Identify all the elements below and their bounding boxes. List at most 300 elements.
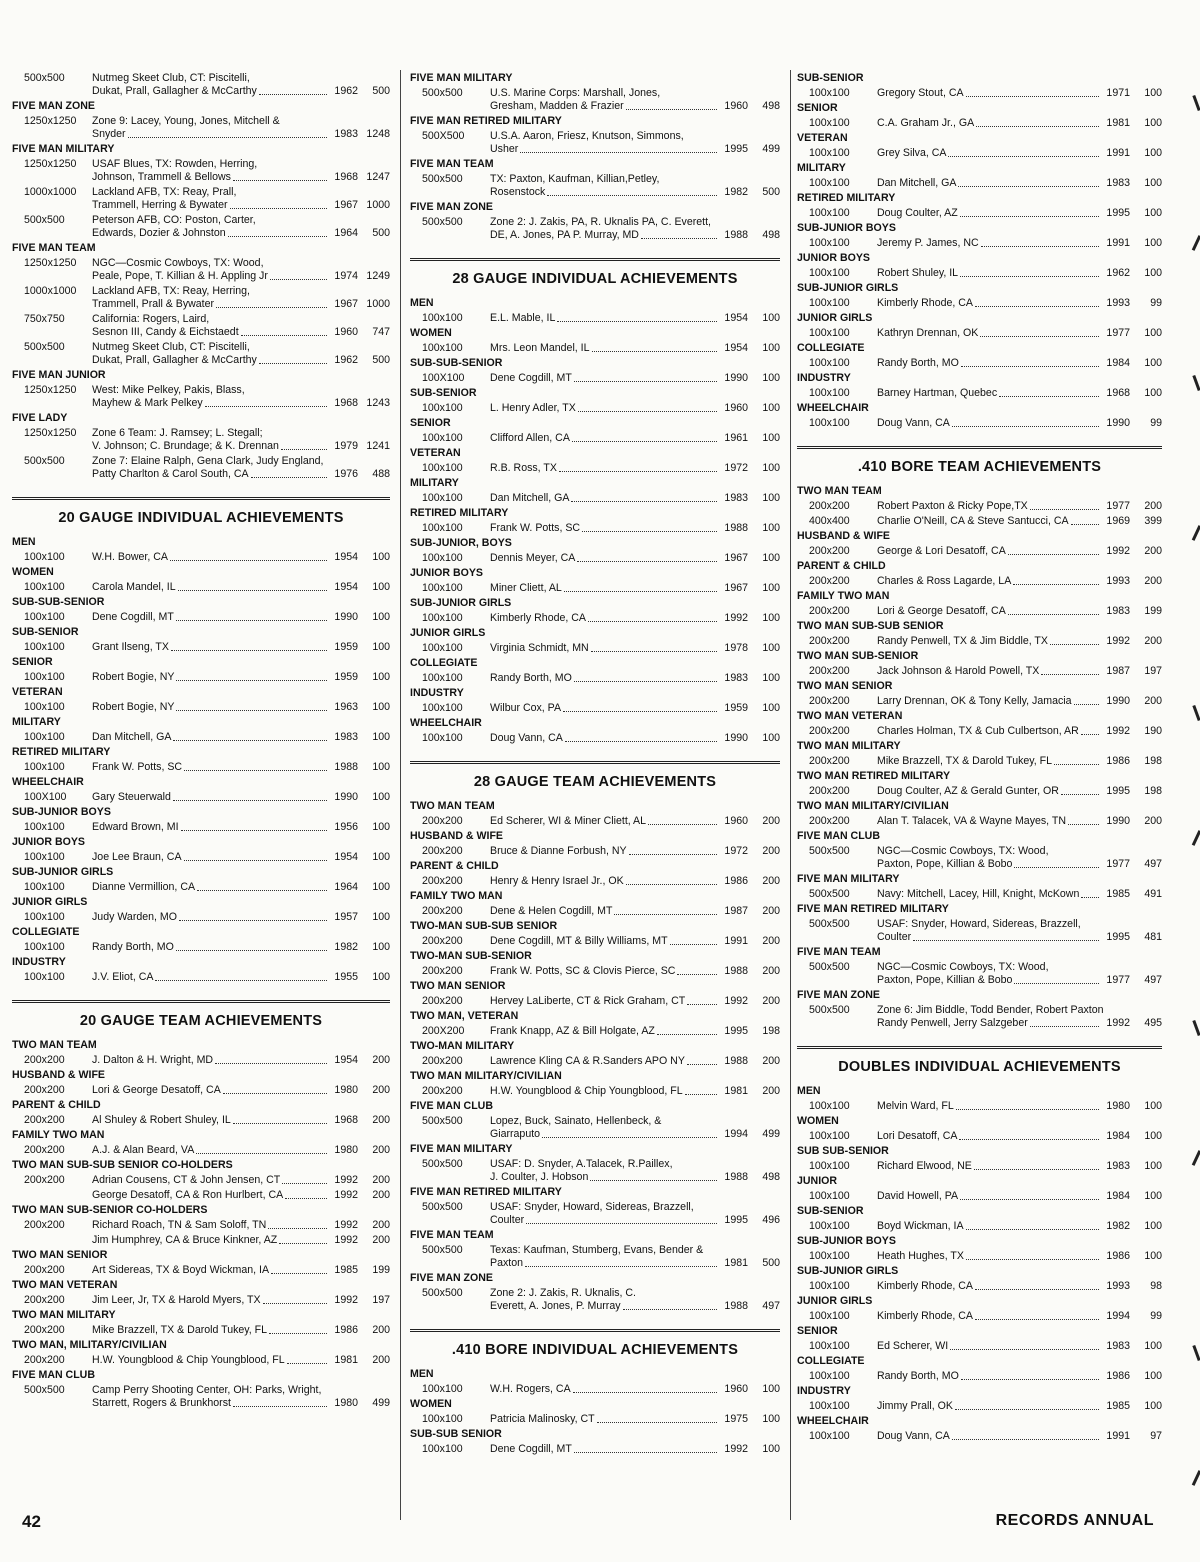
record-holder: Frank W. Potts, SC xyxy=(490,522,581,534)
record-holder: Judy Warden, MO xyxy=(92,911,177,923)
record-holder: George & Lori Desatoff, CA xyxy=(877,545,1006,557)
dot-leader xyxy=(197,890,327,891)
record-holder: Kimberly Rhode, CA xyxy=(490,612,586,624)
record-holder: Jeremy P. James, NC xyxy=(877,237,979,249)
record-year: 1995 xyxy=(724,143,748,155)
category-heading: INDUSTRY xyxy=(410,687,464,699)
record-entry xyxy=(797,573,1162,588)
record-entry xyxy=(410,873,780,888)
record-entry xyxy=(797,1308,1162,1323)
record-entry xyxy=(797,959,1162,987)
section-title: 20 GAUGE INDIVIDUAL ACHIEVEMENTS xyxy=(12,497,390,526)
record-holder: Robert Bogie, NY xyxy=(92,671,175,683)
record-year: 1991 xyxy=(1106,1430,1130,1442)
category-heading: FIVE MAN TEAM xyxy=(410,158,494,170)
record-year: 1990 xyxy=(1106,695,1130,707)
category-heading: TWO MAN TEAM xyxy=(12,1039,97,1051)
record-score: 200X200 xyxy=(422,1025,465,1037)
dot-leader xyxy=(170,560,327,561)
record-result: 100 xyxy=(372,731,390,743)
record-year: 1990 xyxy=(1106,815,1130,827)
record-year: 1960 xyxy=(724,402,748,414)
record-holder: Dan Mitchell, GA xyxy=(92,731,172,743)
record-year: 1977 xyxy=(1106,500,1130,512)
record-result: 100 xyxy=(1144,207,1162,219)
record-entry xyxy=(12,909,390,924)
record-entry xyxy=(12,339,390,367)
record-year: 1981 xyxy=(724,1085,748,1097)
record-holder: Mike Brazzell, TX & Darold Tukey, FL xyxy=(877,755,1053,767)
record-entry xyxy=(797,886,1162,901)
record-score: 500x500 xyxy=(24,214,65,226)
record-holder: Wilbur Cox, PA xyxy=(490,702,562,714)
record-year: 1974 xyxy=(334,270,358,282)
dot-leader xyxy=(1054,764,1099,765)
dot-leader xyxy=(176,680,327,681)
record-year: 1982 xyxy=(1106,1220,1130,1232)
record-entry xyxy=(12,113,390,141)
category-heading: FAMILY TWO MAN xyxy=(410,890,503,902)
record-score: 100x100 xyxy=(809,297,850,309)
record-holder: Gresham, Madden & Frazier xyxy=(490,100,624,112)
record-result: 99 xyxy=(1150,1310,1162,1322)
category-heading: WOMEN xyxy=(12,566,54,578)
record-holder: Melvin Ward, FL xyxy=(877,1100,954,1112)
dot-leader xyxy=(966,1229,1099,1230)
record-result: 200 xyxy=(372,1054,390,1066)
record-entry xyxy=(797,1158,1162,1173)
record-score: 100x100 xyxy=(422,612,463,624)
record-year: 1983 xyxy=(334,128,358,140)
category-heading: TWO MAN MILITARY/CIVILIAN xyxy=(410,1070,562,1082)
record-holder: A.J. & Alan Beard, VA xyxy=(92,1144,195,1156)
record-entry xyxy=(12,639,390,654)
category-heading: TWO MAN SUB-SUB SENIOR CO-HOLDERS xyxy=(12,1159,233,1171)
record-result: 100 xyxy=(372,611,390,623)
record-holder: Jimmy Prall, OK xyxy=(877,1400,953,1412)
record-score: 100x100 xyxy=(422,552,463,564)
record-year: 1994 xyxy=(724,1128,748,1140)
record-year: 1977 xyxy=(1106,974,1130,986)
record-holder: Dene & Helen Cogdill, MT xyxy=(490,905,613,917)
record-holder: Lori & George Desatoff, CA xyxy=(877,605,1006,617)
record-holder: Edward Brown, MI xyxy=(92,821,179,833)
category-heading: SUB-JUNIOR BOYS xyxy=(12,806,111,818)
record-entry xyxy=(12,549,390,564)
record-result: 200 xyxy=(372,1354,390,1366)
record-year: 1991 xyxy=(1106,237,1130,249)
record-entry xyxy=(410,1441,780,1456)
record-score: 1250x1250 xyxy=(24,115,77,127)
record-result: 100 xyxy=(1144,327,1162,339)
record-result: 97 xyxy=(1150,1430,1162,1442)
record-score: 100x100 xyxy=(809,177,850,189)
record-holder: Usher xyxy=(490,143,519,155)
dot-leader xyxy=(230,208,327,209)
record-year: 1988 xyxy=(724,1055,748,1067)
record-result: 200 xyxy=(762,815,780,827)
record-result: 497 xyxy=(762,1300,780,1312)
dot-leader xyxy=(269,1333,327,1334)
record-score: 1000x1000 xyxy=(24,285,77,297)
record-score: 1250x1250 xyxy=(24,427,77,439)
record-entry xyxy=(410,670,780,685)
dot-leader xyxy=(976,126,1099,127)
column-divider xyxy=(790,70,791,1520)
record-result: 100 xyxy=(762,642,780,654)
record-score: 500x500 xyxy=(422,87,463,99)
record-result: 200 xyxy=(1144,575,1162,587)
record-score: 100x100 xyxy=(809,237,850,249)
record-entry xyxy=(410,520,780,535)
dot-leader xyxy=(975,1289,1099,1290)
column-2 xyxy=(410,70,780,1456)
record-score: 200x200 xyxy=(422,965,463,977)
record-result: 100 xyxy=(372,911,390,923)
record-holder: Everett, A. Jones, P. Murray xyxy=(490,1300,621,1312)
dot-leader xyxy=(578,411,717,412)
dot-leader xyxy=(966,1259,1099,1260)
record-result: 100 xyxy=(762,582,780,594)
record-score: 200x200 xyxy=(422,815,463,827)
dot-leader xyxy=(626,884,717,885)
dot-leader xyxy=(263,1303,327,1304)
category-heading: HUSBAND & WIFE xyxy=(12,1069,105,1081)
record-holder: Barney Hartman, Quebec xyxy=(877,387,998,399)
dot-leader xyxy=(1014,867,1099,868)
record-score xyxy=(12,1189,92,1202)
record-score: 100x100 xyxy=(422,642,463,654)
category-heading: FIVE MAN MILITARY xyxy=(12,143,115,155)
record-year: 1967 xyxy=(724,582,748,594)
record-year: 1954 xyxy=(724,342,748,354)
record-result: 1000 xyxy=(366,199,390,211)
category-heading: SUB-SUB SENIOR xyxy=(410,1428,502,1440)
section-title: .410 BORE TEAM ACHIEVEMENTS xyxy=(797,446,1162,475)
section-title: 28 GAUGE TEAM ACHIEVEMENTS xyxy=(410,761,780,790)
category-heading: SUB-JUNIOR BOYS xyxy=(797,1235,896,1247)
record-score: 100x100 xyxy=(809,1250,850,1262)
dot-leader xyxy=(948,156,1099,157)
record-holder: Frank Knapp, AZ & Bill Holgate, AZ xyxy=(490,1025,655,1037)
dot-leader xyxy=(259,363,327,364)
dot-leader xyxy=(1050,644,1099,645)
dot-leader xyxy=(270,279,327,280)
dot-leader xyxy=(1014,983,1099,984)
record-result: 200 xyxy=(762,935,780,947)
record-score: 100x100 xyxy=(24,581,65,593)
record-score: 100x100 xyxy=(809,327,850,339)
record-score: 100X100 xyxy=(24,791,67,803)
record-entry xyxy=(12,789,390,804)
record-score: 200x200 xyxy=(809,575,850,587)
record-result: 200 xyxy=(762,1085,780,1097)
dot-leader xyxy=(233,1123,327,1124)
record-year: 1992 xyxy=(334,1189,358,1201)
record-year: 1967 xyxy=(334,199,358,211)
category-heading: SUB-SENIOR xyxy=(797,1205,864,1217)
record-year: 1959 xyxy=(334,671,358,683)
record-score: 200x200 xyxy=(809,635,850,647)
record-holder: Zone 9: Lacey, Young, Jones, Mitchell & xyxy=(92,115,280,127)
record-holder: Randy Borth, MO xyxy=(877,357,959,369)
record-result: 100 xyxy=(1144,1220,1162,1232)
category-heading: MILITARY xyxy=(797,162,846,174)
record-score: 1250x1250 xyxy=(24,158,77,170)
record-holder: TX: Paxton, Kaufman, Killian,Petley, xyxy=(490,173,660,185)
record-year: 1982 xyxy=(334,941,358,953)
category-heading: FAMILY TWO MAN xyxy=(12,1129,105,1141)
category-heading: PARENT & CHILD xyxy=(797,560,886,572)
record-score: 200x200 xyxy=(422,935,463,947)
record-score: 500x500 xyxy=(809,918,850,930)
record-result: 100 xyxy=(1144,117,1162,129)
record-holder: E.L. Mable, IL xyxy=(490,312,556,324)
record-result: 199 xyxy=(1144,605,1162,617)
record-score: 100x100 xyxy=(809,1130,850,1142)
record-score: 400x400 xyxy=(809,515,850,527)
record-result: 100 xyxy=(762,702,780,714)
dot-leader xyxy=(592,351,717,352)
record-result: 498 xyxy=(762,229,780,241)
category-heading: SUB-SENIOR xyxy=(797,72,864,84)
record-year: 1981 xyxy=(334,1354,358,1366)
dot-leader xyxy=(975,306,1099,307)
category-heading: JUNIOR BOYS xyxy=(410,567,483,579)
record-holder: Snyder xyxy=(92,128,126,140)
record-result: 100 xyxy=(1144,1400,1162,1412)
record-entry xyxy=(410,171,780,199)
record-holder: Clifford Allen, CA xyxy=(490,432,570,444)
dot-leader xyxy=(563,711,717,712)
record-year: 1982 xyxy=(724,186,748,198)
category-heading: FIVE MAN ZONE xyxy=(797,989,880,1001)
record-year: 1985 xyxy=(1106,1400,1130,1412)
record-entry xyxy=(797,498,1162,513)
record-result: 100 xyxy=(762,672,780,684)
record-entry xyxy=(410,85,780,113)
record-entry xyxy=(12,1187,390,1202)
record-holder: Richard Elwood, NE xyxy=(877,1160,972,1172)
category-heading: SUB-JUNIOR GIRLS xyxy=(797,1265,899,1277)
column-divider xyxy=(400,70,401,1520)
record-score: 100x100 xyxy=(809,87,850,99)
record-score: 100x100 xyxy=(24,941,65,953)
record-entry xyxy=(797,1398,1162,1413)
dot-leader xyxy=(184,770,327,771)
record-score: 200x200 xyxy=(422,905,463,917)
record-result: 495 xyxy=(1144,1017,1162,1029)
dot-leader xyxy=(577,561,717,562)
record-year: 1980 xyxy=(334,1144,358,1156)
record-score: 100x100 xyxy=(422,702,463,714)
record-score: 500x500 xyxy=(422,1287,463,1299)
record-score: 500x500 xyxy=(809,961,850,973)
record-score: 200x200 xyxy=(422,1055,463,1067)
dot-leader xyxy=(547,195,717,196)
record-score: 1250x1250 xyxy=(24,257,77,269)
dot-leader xyxy=(571,501,717,502)
record-score: 100x100 xyxy=(422,342,463,354)
category-heading: FIVE MAN RETIRED MILITARY xyxy=(797,903,949,915)
category-heading: FIVE MAN MILITARY xyxy=(410,1143,513,1155)
category-heading: COLLEGIATE xyxy=(12,926,80,938)
record-entry xyxy=(410,370,780,385)
record-entry xyxy=(410,813,780,828)
record-result: 100 xyxy=(762,1383,780,1395)
record-holder: USAF Blues, TX: Rowden, Herring, xyxy=(92,158,258,170)
record-year: 1993 xyxy=(1106,1280,1130,1292)
record-holder: Zone 2: J. Zakis, PA, R. Uknalis PA, C. Everett, xyxy=(490,216,711,228)
record-score: 100x100 xyxy=(422,312,463,324)
record-result: 100 xyxy=(1144,1160,1162,1172)
record-year: 1995 xyxy=(724,1214,748,1226)
category-heading: JUNIOR GIRLS xyxy=(410,627,486,639)
category-heading: FIVE MAN TEAM xyxy=(12,242,96,254)
record-entry xyxy=(12,1232,390,1247)
record-entry xyxy=(12,1052,390,1067)
record-year: 1990 xyxy=(334,611,358,623)
category-heading: FIVE MAN CLUB xyxy=(797,830,880,842)
dot-leader xyxy=(981,246,1099,247)
record-score: 200x200 xyxy=(24,1294,65,1306)
category-heading: SUB-SUB-SENIOR xyxy=(12,596,105,608)
record-entry xyxy=(12,1082,390,1097)
record-entry xyxy=(410,580,780,595)
dot-leader xyxy=(559,471,717,472)
dot-leader xyxy=(564,591,717,592)
record-result: 100 xyxy=(1144,147,1162,159)
dot-leader xyxy=(1071,524,1099,525)
record-holder: Patricia Malinosky, CT xyxy=(490,1413,595,1425)
category-heading: FIVE MAN ZONE xyxy=(12,100,95,112)
dot-leader xyxy=(525,1266,717,1267)
record-holder: Miner Cliett, AL xyxy=(490,582,562,594)
record-year: 1964 xyxy=(334,881,358,893)
record-year: 1991 xyxy=(724,935,748,947)
record-score: 100x100 xyxy=(422,1383,463,1395)
dot-leader xyxy=(205,406,327,407)
record-year: 1977 xyxy=(1106,327,1130,339)
record-result: 499 xyxy=(762,143,780,155)
record-entry xyxy=(12,849,390,864)
record-score: 200x200 xyxy=(24,1144,65,1156)
record-entry xyxy=(797,633,1162,648)
record-entry xyxy=(410,1411,780,1426)
dot-leader xyxy=(574,1452,717,1453)
record-holder: Paxton, Pope, Killian & Bobo xyxy=(877,974,1013,986)
record-year: 1992 xyxy=(724,612,748,624)
record-score: 500x500 xyxy=(809,888,850,900)
record-holder: Randy Penwell, TX & Jim Biddle, TX xyxy=(877,635,1048,647)
record-year: 1995 xyxy=(1106,785,1130,797)
record-holder: U.S. Marine Corps: Marshall, Jones, xyxy=(490,87,661,99)
record-holder: Robert Bogie, NY xyxy=(92,701,175,713)
category-heading: FIVE MAN ZONE xyxy=(410,1272,493,1284)
record-entry xyxy=(410,1242,780,1270)
record-score: 200x200 xyxy=(422,995,463,1007)
record-entry xyxy=(797,265,1162,280)
record-result: 1000 xyxy=(366,298,390,310)
dot-leader xyxy=(574,381,717,382)
record-result: 200 xyxy=(762,875,780,887)
record-holder: Jack Johnson & Harold Powell, TX xyxy=(877,665,1040,677)
record-holder: Gregory Stout, CA xyxy=(877,87,964,99)
category-heading: WHEELCHAIR xyxy=(410,717,482,729)
category-heading: PARENT & CHILD xyxy=(12,1099,101,1111)
record-year: 1995 xyxy=(1106,931,1130,943)
dot-leader xyxy=(966,96,1099,97)
record-score: 200x200 xyxy=(809,815,850,827)
column-1 xyxy=(12,70,390,1410)
record-score: 100x100 xyxy=(809,1190,850,1202)
dot-leader xyxy=(582,531,717,532)
margin-mark xyxy=(1192,1345,1200,1361)
record-holder: Art Sidereas, TX & Boyd Wickman, IA xyxy=(92,1264,270,1276)
record-holder: Doug Vann, CA xyxy=(877,417,950,429)
record-year: 1960 xyxy=(724,815,748,827)
record-result: 100 xyxy=(372,881,390,893)
dot-leader xyxy=(648,824,717,825)
record-result: 200 xyxy=(372,1084,390,1096)
record-score: 100x100 xyxy=(24,671,65,683)
record-holder: Lackland AFB, TX: Reay, Herring, xyxy=(92,285,250,297)
category-heading: FIVE MAN RETIRED MILITARY xyxy=(410,1186,562,1198)
dot-leader xyxy=(956,1109,1099,1110)
record-score: 500x500 xyxy=(24,341,65,353)
record-entry xyxy=(797,603,1162,618)
record-score: 200x200 xyxy=(24,1324,65,1336)
record-holder: Dene Cogdill, MT xyxy=(490,1443,572,1455)
record-score: 100x100 xyxy=(422,1413,463,1425)
record-year: 1992 xyxy=(1106,1017,1130,1029)
dot-leader xyxy=(597,1422,717,1423)
record-entry xyxy=(410,1199,780,1227)
record-entry xyxy=(410,700,780,715)
record-entry xyxy=(410,610,780,625)
record-score: 100x100 xyxy=(422,432,463,444)
record-holder: California: Rogers, Laird, xyxy=(92,313,210,325)
category-heading: WHEELCHAIR xyxy=(797,1415,869,1427)
record-year: 1981 xyxy=(724,1257,748,1269)
record-holder: Hervey LaLiberte, CT & Rick Graham, CT xyxy=(490,995,686,1007)
record-holder: West: Mike Pelkey, Pakis, Blass, xyxy=(92,384,245,396)
record-year: 1968 xyxy=(334,1114,358,1126)
record-holder: Dukat, Prall, Gallagher & McCarthy xyxy=(92,354,257,366)
record-score: 200x200 xyxy=(24,1354,65,1366)
record-result: 200 xyxy=(1144,545,1162,557)
category-heading: RETIRED MILITARY xyxy=(410,507,509,519)
record-result: 100 xyxy=(372,791,390,803)
record-score: 100x100 xyxy=(422,1443,463,1455)
record-entry xyxy=(12,1172,390,1187)
column-3 xyxy=(797,70,1162,1443)
record-entry xyxy=(410,1156,780,1184)
record-entry xyxy=(410,1083,780,1098)
category-heading: WOMEN xyxy=(797,1115,839,1127)
dot-leader xyxy=(155,980,327,981)
category-heading: VETERAN xyxy=(797,132,848,144)
category-heading: TWO MAN TEAM xyxy=(410,800,495,812)
record-result: 100 xyxy=(1144,1340,1162,1352)
record-score: 1250x1250 xyxy=(24,384,77,396)
record-result: 100 xyxy=(1144,387,1162,399)
section-title: DOUBLES INDIVIDUAL ACHIEVEMENTS xyxy=(797,1046,1162,1075)
dot-leader xyxy=(216,307,327,308)
record-year: 1988 xyxy=(724,965,748,977)
record-entry xyxy=(12,283,390,311)
record-holder: Carola Mandel, IL xyxy=(92,581,176,593)
